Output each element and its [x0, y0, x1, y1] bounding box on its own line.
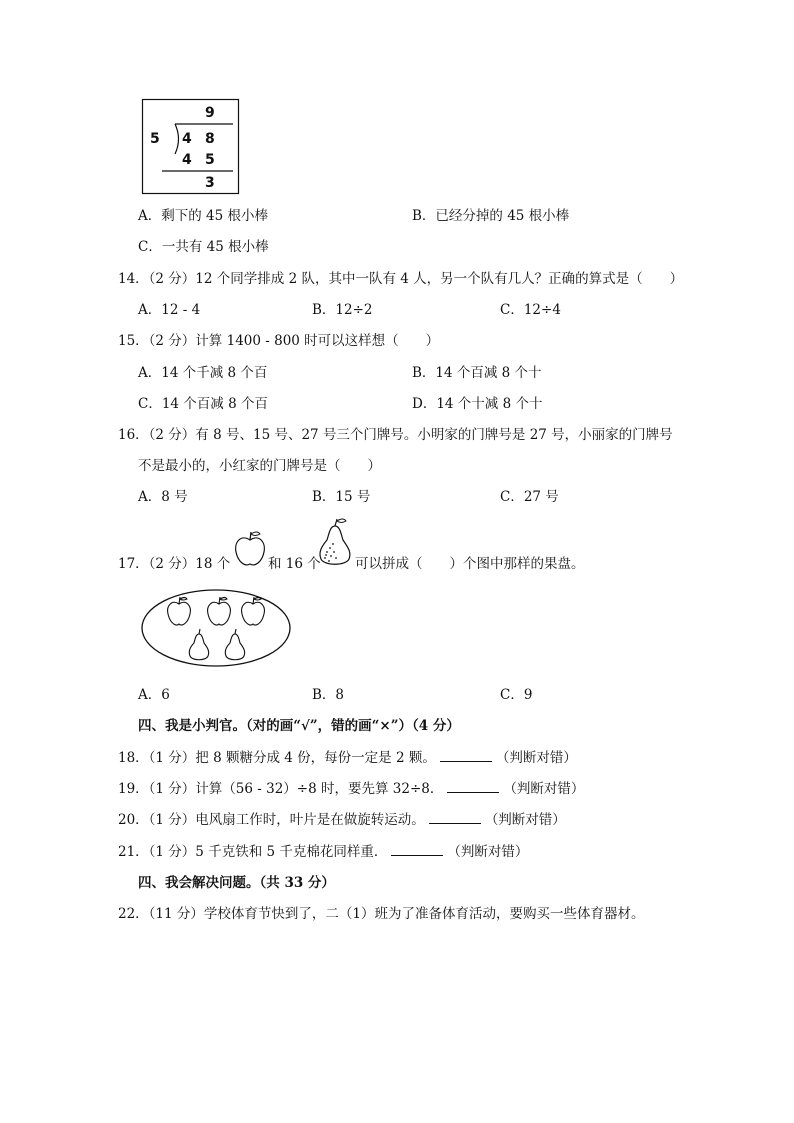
q15-stem: 15．（2 分）计算 1400 - 800 时可以这样想（ ）: [118, 333, 440, 349]
q15-option-b: B．14 个百减 8 个十: [412, 365, 542, 381]
q13-option-a: A．剩下的 45 根小棒: [138, 208, 269, 224]
product-tens-digit: 4: [182, 152, 192, 168]
dividend-tens-digit: 4: [182, 131, 192, 147]
q21-text: 21．（1 分）5 千克铁和 5 千克棉花同样重．: [118, 844, 388, 860]
product-ones-digit: 5: [205, 152, 215, 168]
q14-stem: 14．（2 分）12 个同学排成 2 队，其中一队有 4 人，另一个队有几人？正确的算式是（ ）: [118, 271, 684, 287]
q19-answer-blank[interactable]: [447, 780, 499, 793]
q16-option-a: A．8 号: [138, 489, 188, 505]
q15-option-d: D．14 个十减 8 个十: [412, 396, 543, 412]
fruit-plate-figure: [140, 588, 296, 672]
q16-stem-line2: 不是最小的，小红家的门牌号是（ ）: [138, 458, 381, 474]
q19-line: [118, 780, 584, 798]
pear-icon: [316, 516, 354, 568]
q17-option-b: B．8: [312, 687, 345, 703]
q21-answer-blank[interactable]: [391, 843, 443, 856]
remainder-digit: 3: [205, 175, 215, 191]
q18-text: 18．（1 分）把 8 颗糖分成 4 份，每份一定是 2 颗。: [118, 750, 436, 766]
q18-suffix: （判断对错）: [495, 750, 577, 766]
q20-answer-blank[interactable]: [429, 811, 481, 824]
q20-suffix: （判断对错）: [484, 812, 566, 828]
q19-text: 19．（1 分）计算（56 - 32）÷8 时，要先算 32÷8．: [118, 781, 444, 797]
q21-suffix: （判断对错）: [447, 844, 529, 860]
q17-stem-part1: 17．（2 分）18 个: [118, 556, 231, 572]
q19-suffix: （判断对错）: [503, 781, 585, 797]
q15-option-c: C．14 个百减 8 个百: [138, 396, 268, 412]
q18-answer-blank[interactable]: [440, 749, 492, 762]
q16-option-b: B．15 号: [312, 489, 371, 505]
q13-option-c: C．一共有 45 根小棒: [138, 239, 269, 255]
q17-stem-part3: 可以拼成（ ）个图中那样的果盘。: [355, 556, 585, 572]
q17-option-c: C．9: [500, 687, 533, 703]
plate-pears: [189, 629, 244, 660]
section-judge-heading: 四、我是小判官。（对的画“√”，错的画“×”）（4 分）: [138, 718, 460, 734]
q13-option-b: B．已经分掉的 45 根小棒: [412, 208, 570, 224]
q15-option-a: A．14 个千减 8 个百: [138, 365, 268, 381]
q16-option-c: C．27 号: [500, 489, 559, 505]
q17-option-a: A．6: [138, 687, 170, 703]
apple-icon: [233, 530, 267, 568]
section-solve-heading: 四、我会解决问题。（共 33 分）: [138, 875, 335, 891]
q16-stem-line1: 16．（2 分）有 8 号、15 号、27 号三个门牌号。小明家的门牌号是 27 号，小丽家的门牌号: [118, 427, 673, 443]
dividend-ones-digit: 8: [205, 131, 215, 147]
q14-option-c: C．12÷4: [500, 302, 561, 318]
q20-text: 20．（1 分）电风扇工作时，叶片是在做旋转运动。: [118, 812, 425, 828]
q20-line: [118, 811, 566, 829]
q22-stem: 22．（11 分）学校体育节快到了，二（1）班为了准备体育活动，要购买一些体育器材。: [118, 906, 645, 922]
divisor-digit: 5: [150, 131, 160, 147]
q14-option-b: B．12÷2: [312, 302, 373, 318]
quotient-digit: 9: [205, 105, 215, 121]
q17-stem-part2: 和 16 个: [268, 556, 321, 572]
q21-line: [118, 843, 528, 861]
plate-apples: [168, 597, 265, 625]
q14-option-a: A．12 - 4: [138, 302, 201, 318]
q18-line: [118, 749, 577, 767]
